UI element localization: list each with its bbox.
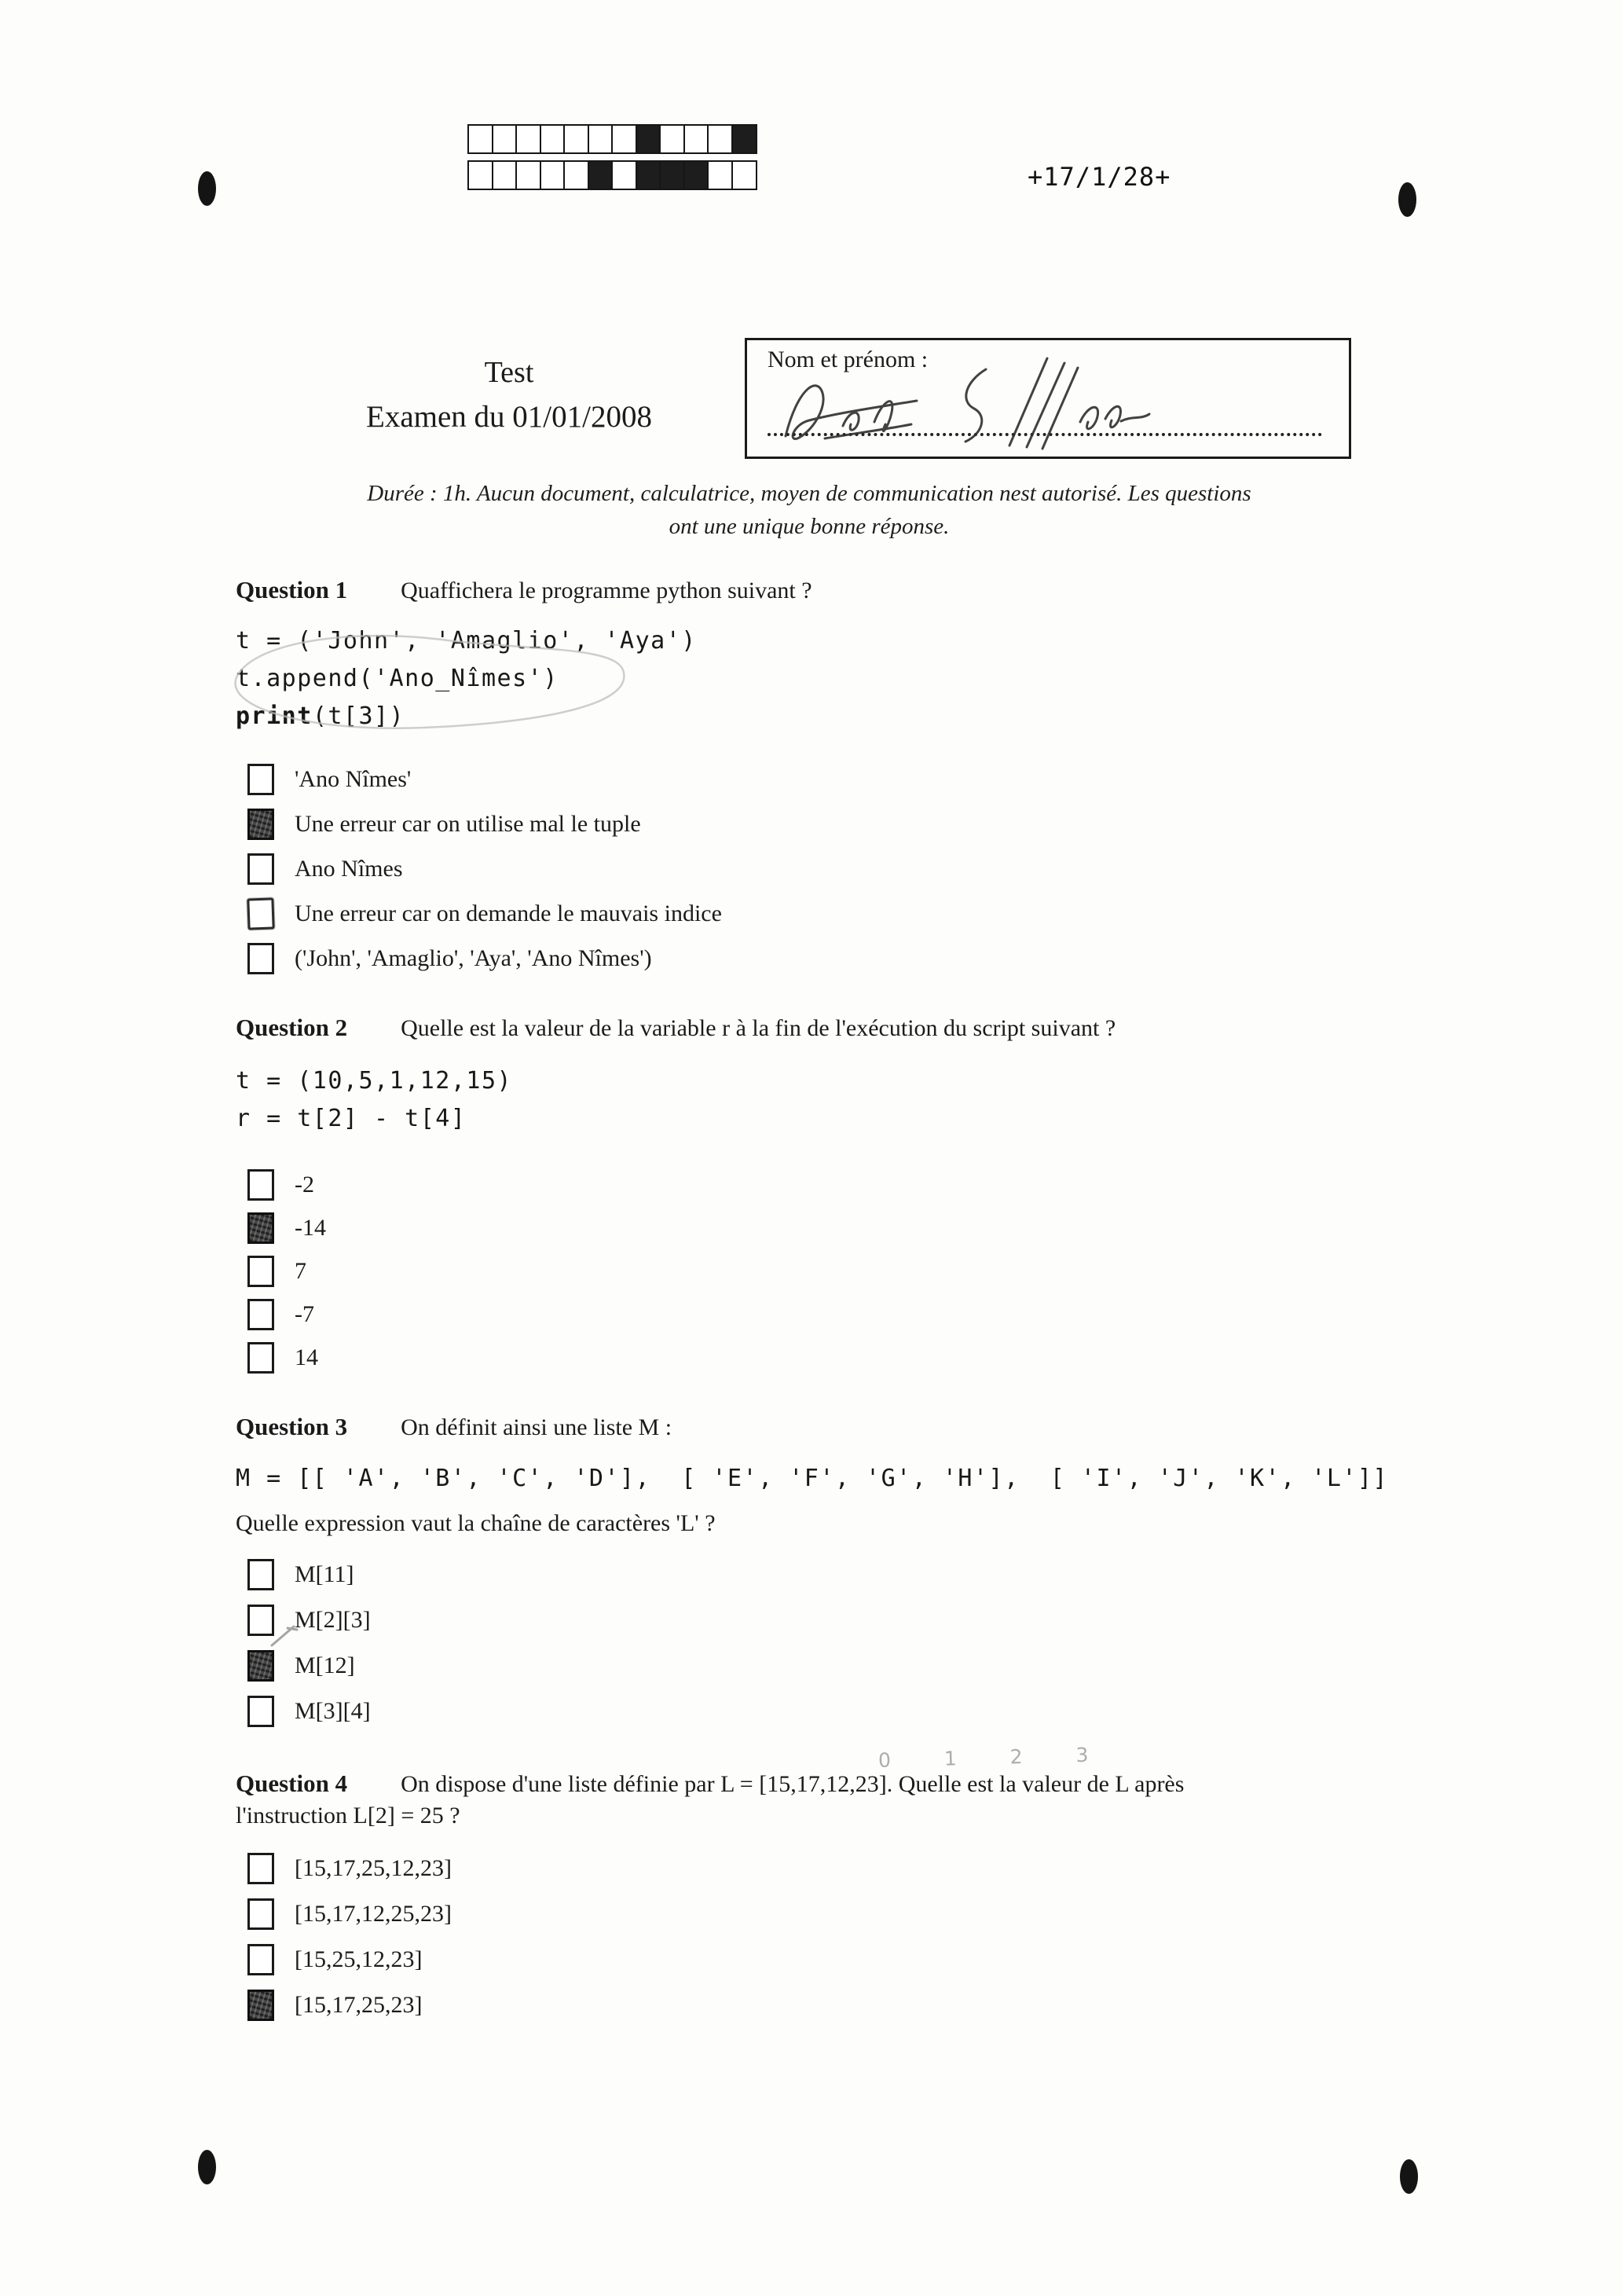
answer-option-q3-4	[247, 1694, 371, 1729]
barcode-cell	[731, 160, 757, 190]
name-dotted-line	[768, 433, 1322, 436]
question-text-q4: On dispose d'une liste définie par L = [15,17,12,23]. Quelle est la valeur de L après	[401, 1771, 1185, 1797]
answer-label-q4-3: [15,25,12,23]	[295, 1946, 423, 1972]
answer-checkbox-q2-1[interactable]	[247, 1169, 274, 1201]
answer-checkbox-q3-4[interactable]	[247, 1696, 274, 1727]
answer-option-q1-4	[247, 897, 722, 931]
barcode-cell	[659, 160, 685, 190]
question-number-q1: Question 1	[236, 576, 348, 603]
code-line: t.append('Ano_Nîmes')	[236, 665, 559, 692]
code-line: print(t[3])	[236, 702, 405, 730]
answer-checkbox-q3-2[interactable]	[247, 1605, 274, 1636]
barcode-cell	[588, 160, 614, 190]
code-line: t = ('John', 'Amaglio', 'Aya')	[236, 627, 697, 655]
answer-checkbox-q2-2[interactable]	[247, 1212, 274, 1244]
answer-option-q2-3	[247, 1254, 306, 1289]
barcode-cell	[659, 124, 685, 154]
barcode-cell	[563, 124, 589, 154]
answer-option-q4-4	[247, 1988, 422, 2023]
answer-label-q2-5: 14	[295, 1344, 318, 1370]
code-line: t = (10,5,1,12,15)	[236, 1067, 513, 1095]
question-number-q3: Question 3	[236, 1413, 348, 1440]
answer-label-q2-3: 7	[295, 1258, 306, 1284]
question-heading-q2	[236, 1014, 1116, 1042]
answer-option-q4-3	[247, 1942, 422, 1977]
answer-option-q1-1	[247, 762, 411, 797]
answer-option-q1-2	[247, 807, 641, 842]
answer-label-q3-4: M[3][4]	[295, 1698, 371, 1724]
question-heading-q3	[236, 1413, 672, 1441]
answer-label-q1-5: ('John', 'Amaglio', 'Aya', 'Ano Nîmes')	[295, 945, 652, 971]
answer-checkbox-q3-1[interactable]	[247, 1559, 274, 1590]
pencil-index-annotation-q4: 0 1 2 3	[877, 1743, 1112, 1772]
registration-dot	[1400, 2159, 1418, 2194]
barcode-cell	[563, 160, 589, 190]
answer-option-q1-3	[247, 852, 403, 886]
answer-option-q1-5	[247, 941, 652, 976]
name-box-label: Nom et prénom :	[768, 347, 929, 372]
answer-option-q4-2	[247, 1897, 452, 1931]
barcode-row	[467, 124, 755, 154]
question-subtext-q3: Quelle expression vaut la chaîne de caractères 'L' ?	[236, 1510, 716, 1536]
answer-label-q4-2: [15,17,12,25,23]	[295, 1901, 452, 1927]
exam-instructions-line1: Durée : 1h. Aucun document, calculatrice, moyen de communication nest autorisé. Les questions	[367, 481, 1251, 506]
question-text-q1: Quaffichera le programme python suivant ?	[401, 578, 812, 603]
answer-option-q3-1	[247, 1557, 354, 1592]
registration-dot	[1398, 182, 1416, 217]
name-box	[745, 338, 1351, 459]
answer-label-q4-1: [15,17,25,12,23]	[295, 1855, 452, 1881]
answer-label-q3-3: M[12]	[295, 1652, 355, 1678]
barcode-cell	[611, 124, 637, 154]
answer-label-q1-1: 'Ano Nîmes'	[295, 766, 412, 792]
answer-checkbox-q1-3[interactable]	[247, 853, 274, 885]
barcode-row	[467, 160, 755, 190]
barcode-cell	[492, 160, 518, 190]
answer-option-q3-2	[247, 1603, 371, 1638]
code-line: M = [[ 'A', 'B', 'C', 'D'], [ 'E', 'F', 'G', 'H'], [ 'I', 'J', 'K', 'L']]	[236, 1465, 1389, 1492]
answer-checkbox-q2-3[interactable]	[247, 1256, 274, 1287]
answer-label-q2-2: -14	[295, 1215, 326, 1241]
answer-checkbox-q3-3[interactable]	[247, 1650, 274, 1682]
barcode-cell	[515, 160, 541, 190]
registration-dot	[198, 171, 216, 206]
answer-sheet-barcode	[467, 124, 755, 196]
answer-checkbox-q1-5[interactable]	[247, 943, 274, 974]
answer-checkbox-q1-4[interactable]	[247, 897, 274, 930]
registration-dot	[198, 2150, 216, 2184]
barcode-cell	[467, 160, 493, 190]
answer-checkbox-q4-3[interactable]	[247, 1944, 274, 1975]
code-block-q2	[236, 1062, 512, 1138]
question-text2-q4: l'instruction L[2] = 25 ?	[236, 1803, 460, 1828]
answer-label-q2-4: -7	[295, 1301, 314, 1327]
answer-checkbox-q4-1[interactable]	[247, 1853, 274, 1884]
answer-checkbox-q4-4[interactable]	[247, 1990, 274, 2021]
question-heading-q4	[236, 1770, 1184, 1798]
question-text-q2: Quelle est la valeur de la variable r à la fin de l'exécution du script suivant ?	[401, 1015, 1116, 1041]
answer-label-q3-2: M[2][3]	[295, 1607, 371, 1633]
barcode-cell	[636, 124, 661, 154]
exam-instructions-line2: ont une unique bonne réponse.	[669, 514, 950, 539]
exam-title: Test	[484, 356, 534, 389]
answer-label-q1-4: Une erreur car on demande le mauvais indice	[295, 900, 722, 926]
answer-label-q3-1: M[11]	[295, 1561, 354, 1587]
barcode-cell	[540, 124, 566, 154]
answer-checkbox-q2-4[interactable]	[247, 1299, 274, 1330]
barcode-cell	[731, 124, 757, 154]
answer-option-q2-4	[247, 1297, 314, 1332]
barcode-cell	[611, 160, 637, 190]
answer-checkbox-q1-2[interactable]	[247, 809, 274, 840]
barcode-cell	[683, 160, 709, 190]
question-text-q3: On définit ainsi une liste M :	[401, 1414, 672, 1440]
barcode-cell	[467, 124, 493, 154]
answer-option-q2-5	[247, 1341, 318, 1375]
exam-subtitle: Examen du 01/01/2008	[366, 400, 652, 434]
page-scan-code: +17/1/28+	[1028, 162, 1171, 192]
barcode-cell	[588, 124, 614, 154]
barcode-cell	[515, 124, 541, 154]
barcode-cell	[636, 160, 661, 190]
question-number-q2: Question 2	[236, 1014, 348, 1041]
code-line: r = t[2] - t[4]	[236, 1105, 467, 1132]
answer-option-q3-3	[247, 1649, 355, 1683]
code-block-q1	[236, 622, 697, 735]
answer-checkbox-q1-1[interactable]	[247, 764, 274, 795]
answer-checkbox-q4-2[interactable]	[247, 1898, 274, 1930]
code-block-q3	[236, 1460, 1388, 1498]
answer-option-q4-1	[247, 1851, 452, 1886]
answer-option-q2-1	[247, 1168, 314, 1202]
barcode-cell	[540, 160, 566, 190]
answer-checkbox-q2-5[interactable]	[247, 1342, 274, 1374]
barcode-cell	[683, 124, 709, 154]
answer-label-q1-3: Ano Nîmes	[295, 856, 403, 882]
question-heading-q1	[236, 576, 812, 604]
question-number-q4: Question 4	[236, 1770, 348, 1797]
answer-label-q1-2: Une erreur car on utilise mal le tuple	[295, 811, 641, 837]
answer-label-q4-4: [15,17,25,23]	[295, 1992, 423, 2018]
answer-label-q2-1: -2	[295, 1172, 314, 1198]
barcode-cell	[707, 124, 733, 154]
barcode-cell	[707, 160, 733, 190]
barcode-cell	[492, 124, 518, 154]
answer-option-q2-2	[247, 1211, 326, 1245]
